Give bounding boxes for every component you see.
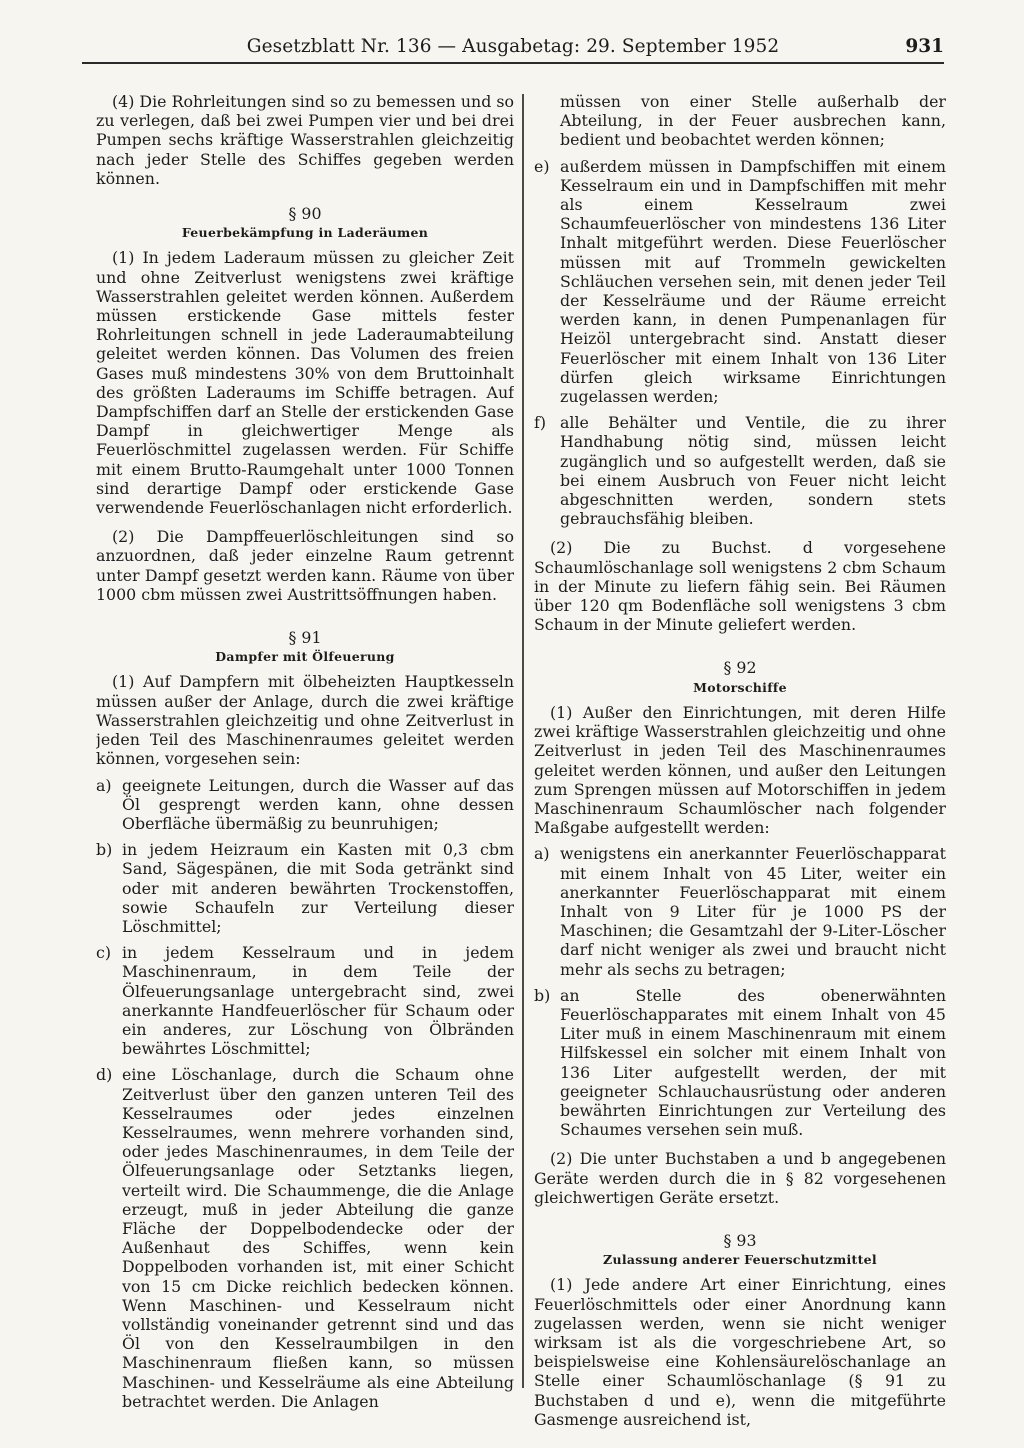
item-label: f) [534, 413, 547, 433]
right-column [534, 92, 946, 1432]
list-item [96, 943, 514, 1058]
header-rule [82, 62, 944, 64]
item-text: eine Löschanlage, durch die Schaum ohne Zeitverlust über den ganzen unteren Teil des Kesselraumes oder jedes einzelnen Kesselraumes, wenn mehrere vorhanden sind, oder jedes Maschinenraumes, in dem Teile der Ölfeuerungsanlage oder Setztanks liegen, verteilt wird. Die Schaummenge, die die Anlage erzeugt, muß in jeder Abteilung die ganze Fläche der Doppelbodendecke oder der Außenhaut des Schiffes, wenn kein Doppelboden vorhanden ist, mit einer Schicht von 15 cm Dicke reichlich bedecken können. Wenn Maschinen- und Kesselraum nicht vollständig voneinander getrennt sind und das Öl von den Kesselraumbilgen in den Maschinenraum fließen kann, so müssen Maschinen- und Kesselräume als eine Abteilung betrachtet werden. Die Anlagen [122, 1065, 514, 1411]
item-label: e) [534, 156, 550, 176]
left-column [96, 92, 514, 1432]
section-heading: Zulassung anderer Feuerschutzmittel [603, 1252, 877, 1268]
paragraph-92-1: (1) Außer den Einrichtungen, mit deren Hilfe zwei kräftige Wasserstrahlen gleichzeitig und ohne Zeitverlust in jeden Teil des Maschinenraumes geleitet werden können, und außer den Leitungen zum Sprengen müssen auf Motorschiffen in jedem Maschinenraum Schaumlöscher nach folgender Maßgabe aufgestellt werden: [534, 702, 946, 838]
header-title: Gesetzblatt Nr. 136 — Ausgabetag: 29. September 1952 [246, 36, 780, 57]
item-text: wenigstens ein anerkannter Feuerlöschapparat mit einem Inhalt von 45 Liter, weiter ein anerkannter Feuerlöschapparat mit einem Inhalt von 9 Liter für je 1000 PS der Maschinen; die Gesamtzahl der 9-Liter-Löscher darf nicht weniger als zwei und braucht nicht mehr als sechs zu betragen; [560, 844, 946, 979]
item-text: alle Behälter und Ventile, die zu ihrer Handhabung nötig sind, müssen leicht zugänglich und so aufgestellt werden, daß sie bei einem Ausbruch von Feuer nicht leicht abgeschnitten werden, sondern stets gebrauchsfähig bleiben. [560, 413, 946, 529]
page-number: 931 [905, 36, 944, 57]
item-label: b) [96, 840, 113, 860]
item-text: in jedem Heizraum ein Kasten mit 0,3 cbm Sand, Sägespänen, die mit Soda getränkt sind oder mit anderen bewährten Trockenstoffen, sowie Schaufeln zur Verteilung dieser Löschmittel; [122, 840, 514, 936]
list-item [96, 1065, 514, 1411]
paragraph-93-1: (1) Jede andere Art einer Einrichtung, eines Feuerlöschmittels oder einer Anordnung kann zugelassen werden, wenn sie nicht weniger wirksam ist als die vorgeschriebene Art, so beispielsweise eine Kohlensäurelöschanlage an Stelle einer Schaumlöschanlage (§ 91 zu Buchstaben d und e), wenn die mitgeführte Gasmenge ausreichend ist, [534, 1275, 946, 1429]
paragraph-91-2: (2) Die zu Buchst. d vorgesehene Schaumlöschanlage soll wenigstens 2 cbm Schaum in der Minute zu liefern fähig sein. Bei Räumen über 120 qm Bodenfläche soll wenigstens 3 cbm Schaum in der Minute geliefert werden. [534, 538, 946, 635]
paragraph-91-1: (1) Auf Dampfern mit ölbeheizten Hauptkesseln müssen außer der Anlage, durch die zwei kräftige Wasserstrahlen gleichzeitig und ohne Zeitverlust in jeden Teil des Maschinenraumes geleitet werden können, vorgesehen sein: [96, 672, 514, 769]
item-label: a) [534, 844, 550, 864]
item-text: in jedem Kesselraum und in jedem Maschinenraum, in dem Teile der Ölfeuerungsanlage untergebracht sind, zwei anerkannte Handfeuerlöscher für Schaum oder ein anderes, zur Löschung von Ölbränden bewährtes Löschmittel; [122, 943, 514, 1059]
section-heading: Motorschiffe [693, 679, 787, 695]
item-text: geeignete Leitungen, durch die Wasser auf das Öl gesprengt werden kann, ohne dessen Oberfläche übermäßig zu beunruhigen; [122, 775, 514, 833]
list-item [96, 776, 514, 834]
section-90 [96, 204, 514, 604]
paragraph-92-2: (2) Die unter Buchstaben a und b angegebenen Geräte werden durch die in § 82 vorgesehenen gleichwertigen Geräte ersetzt. [534, 1149, 946, 1207]
section-number: § 92 [723, 658, 757, 678]
item-label: a) [96, 775, 112, 795]
item-label: c) [96, 943, 112, 963]
paragraph-90-1: (1) In jedem Laderaum müssen zu gleicher Zeit und ohne Zeitverlust wenigstens zwei kräftige Wasserstrahlen geleitet werden können. Außerdem müssen erstickende Gase mittels fester Rohrleitungen schnell in jede Laderaumabteilung geleitet werden können. Das Volumen des freien Gases muß mindestens 30% von dem Bruttoinhalt des größten Laderaums im Schiffe betragen. Auf Dampfschiffen darf an Stelle der erstickenden Gase Dampf in gleichwertiger Menge als Feuerlöschmittel zugelassen werden. Für Schiffe mit einem Brutto-Raumgehalt unter 1000 Tonnen sind derartige Dampf oder erstickende Gase verwendende Feuerlöschanlagen nicht erforderlich. [96, 248, 514, 518]
section-number: § 93 [723, 1230, 757, 1250]
section-heading: Feuerbekämpfung in Laderäumen [181, 225, 429, 241]
item-text: außerdem müssen in Dampfschiffen mit einem Kesselraum ein und in Dampfschiffen mit mehr als einem Kesselraum zwei Schaumfeuerlöscher von mindestens 136 Liter Inhalt mitgeführt werden. Diese Feuerlöscher müssen mit auf Trommeln gewickelten Schläuchen versehen sein, mit denen jeder Teil der Kesselräume und der Räume erreicht werden kann, in denen Pumpenanlagen für Heizöl untergebracht sind. Anstatt dieser Feuerlöscher mit einem Inhalt von 136 Liter dürfen gleich wirksame Einrichtungen zugelassen werden; [560, 156, 946, 407]
list-item [534, 157, 946, 407]
section-number: § 91 [288, 628, 322, 648]
paragraph-89-4: (4) Die Rohrleitungen sind so zu bemessen und so zu verlegen, daß bei zwei Pumpen vier und bei drei Pumpen sechs kräftige Wasserstrahlen gleichzeitig nach jeder Stelle des Schiffes gegeben werden können. [96, 92, 514, 188]
list-item [534, 986, 946, 1140]
column-divider [522, 94, 524, 1388]
section-heading: Dampfer mit Ölfeuerung [215, 649, 395, 665]
paragraph-90-2: (2) Die Dampffeuerlöschleitungen sind so anzuordnen, daß jeder einzelne Raum getrennt unter Dampf gesetzt werden kann. Räume von über 1000 cbm müssen zwei Austrittsöffnungen haben. [96, 527, 514, 604]
item-d-continuation: müssen von einer Stelle außerhalb der Abteilung, in der Feuer ausbrechen kann, bedient und beobachtet werden können; [560, 92, 946, 150]
section-number: § 90 [288, 204, 322, 224]
page-header [82, 30, 944, 64]
item-text: an Stelle des obenerwähnten Feuerlöschapparates mit einem Inhalt von 45 Liter muß in einem Maschinenraum mit einem Hilfskessel ein solcher mit einem Inhalt von 136 Liter aufgestellt werden, der mit geeigneter Schlauchausrüstung oder anderen bewährten Einrichtungen zur Verteilung des Schaumes versehen sein muß. [560, 985, 946, 1140]
section-92 [534, 658, 946, 1206]
section-91 [96, 628, 514, 1411]
list-item [96, 840, 514, 936]
item-label: b) [534, 985, 551, 1005]
section-93 [534, 1231, 946, 1429]
list-item [534, 413, 946, 528]
list-item [534, 844, 946, 978]
item-label: d) [96, 1065, 113, 1085]
